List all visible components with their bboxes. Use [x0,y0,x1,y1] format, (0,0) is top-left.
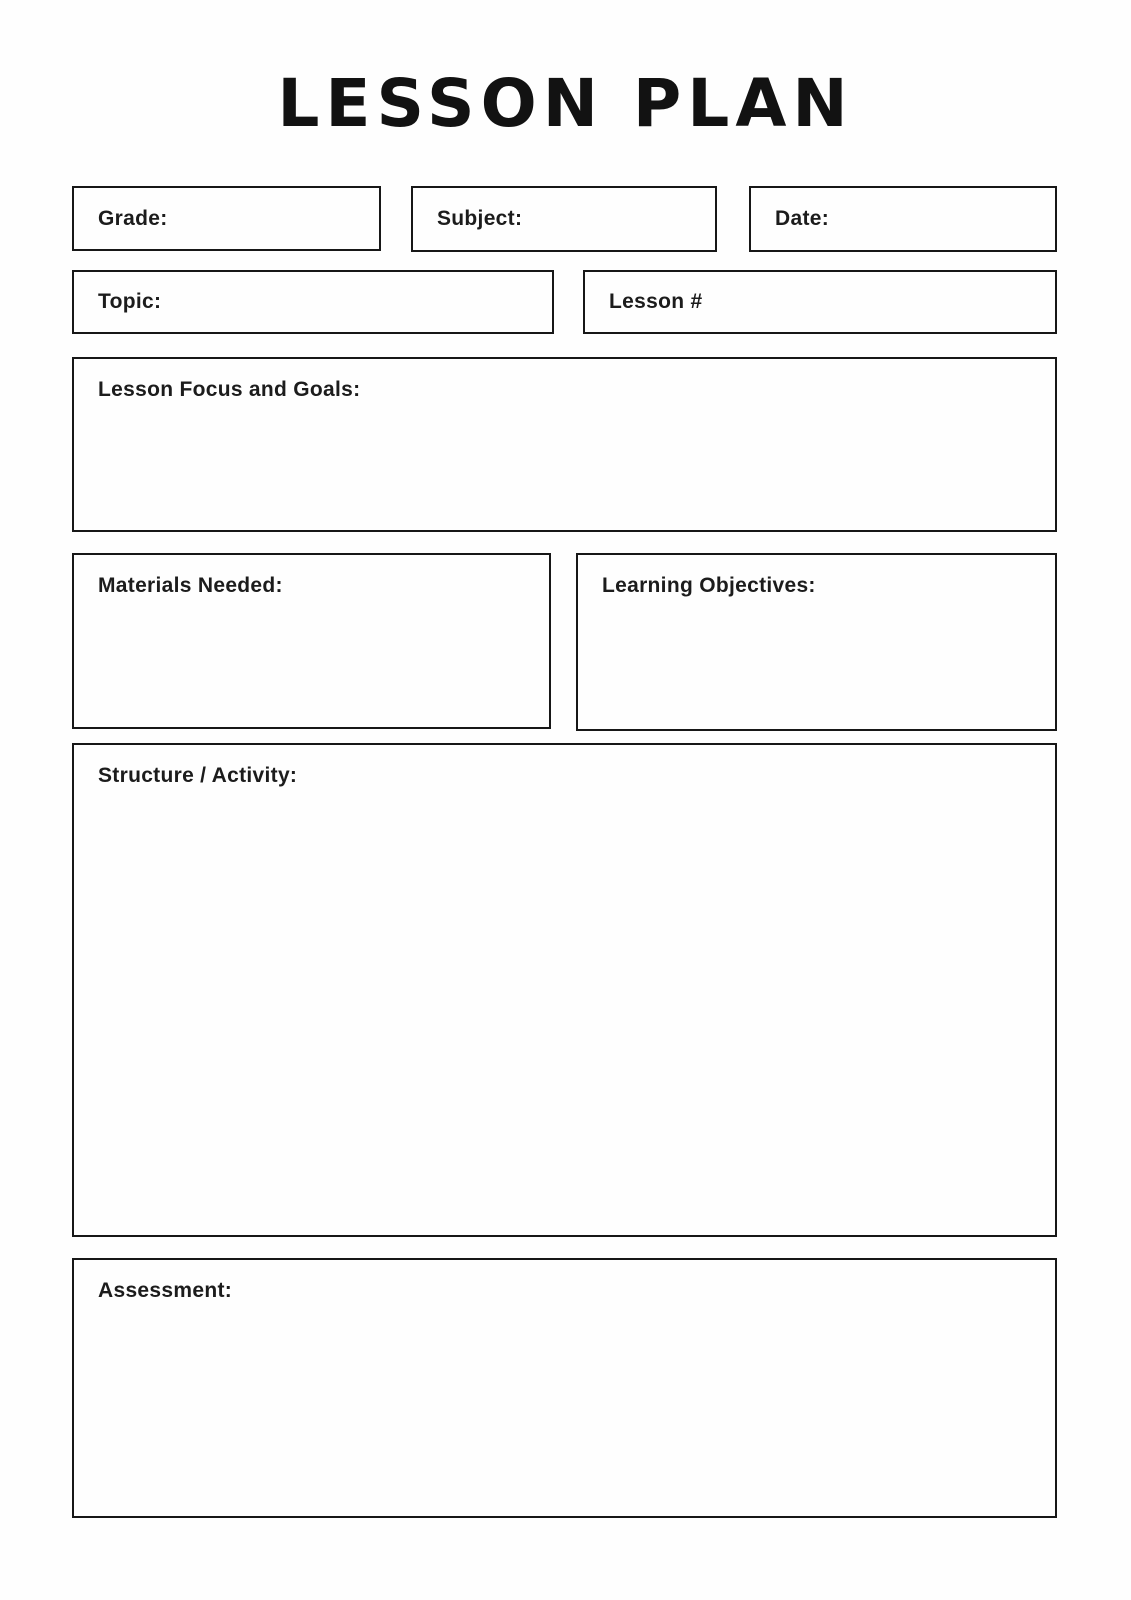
date-label: Date: [775,207,830,230]
structure-activity-field[interactable] [72,743,1057,1237]
lesson-number-field[interactable] [583,270,1057,334]
topic-field[interactable] [72,270,554,334]
materials-label: Materials Needed: [98,574,283,597]
subject-field[interactable] [411,186,717,252]
grade-field[interactable] [72,186,381,251]
grade-label: Grade: [98,206,168,230]
objectives-label: Learning Objectives: [602,574,816,597]
assessment-label: Assessment: [98,1279,233,1302]
assessment-field[interactable] [72,1258,1057,1518]
date-field[interactable] [749,186,1057,252]
materials-field[interactable] [72,553,551,729]
objectives-field[interactable] [576,553,1057,731]
lesson-focus-label: Lesson Focus and Goals: [98,378,361,401]
topic-label: Topic: [98,290,162,313]
subject-label: Subject: [437,207,523,230]
lesson-number-label: Lesson # [609,290,703,313]
lesson-focus-field[interactable] [72,357,1057,532]
page-title: LESSON PLAN [277,65,854,142]
structure-activity-label: Structure / Activity: [98,764,298,787]
